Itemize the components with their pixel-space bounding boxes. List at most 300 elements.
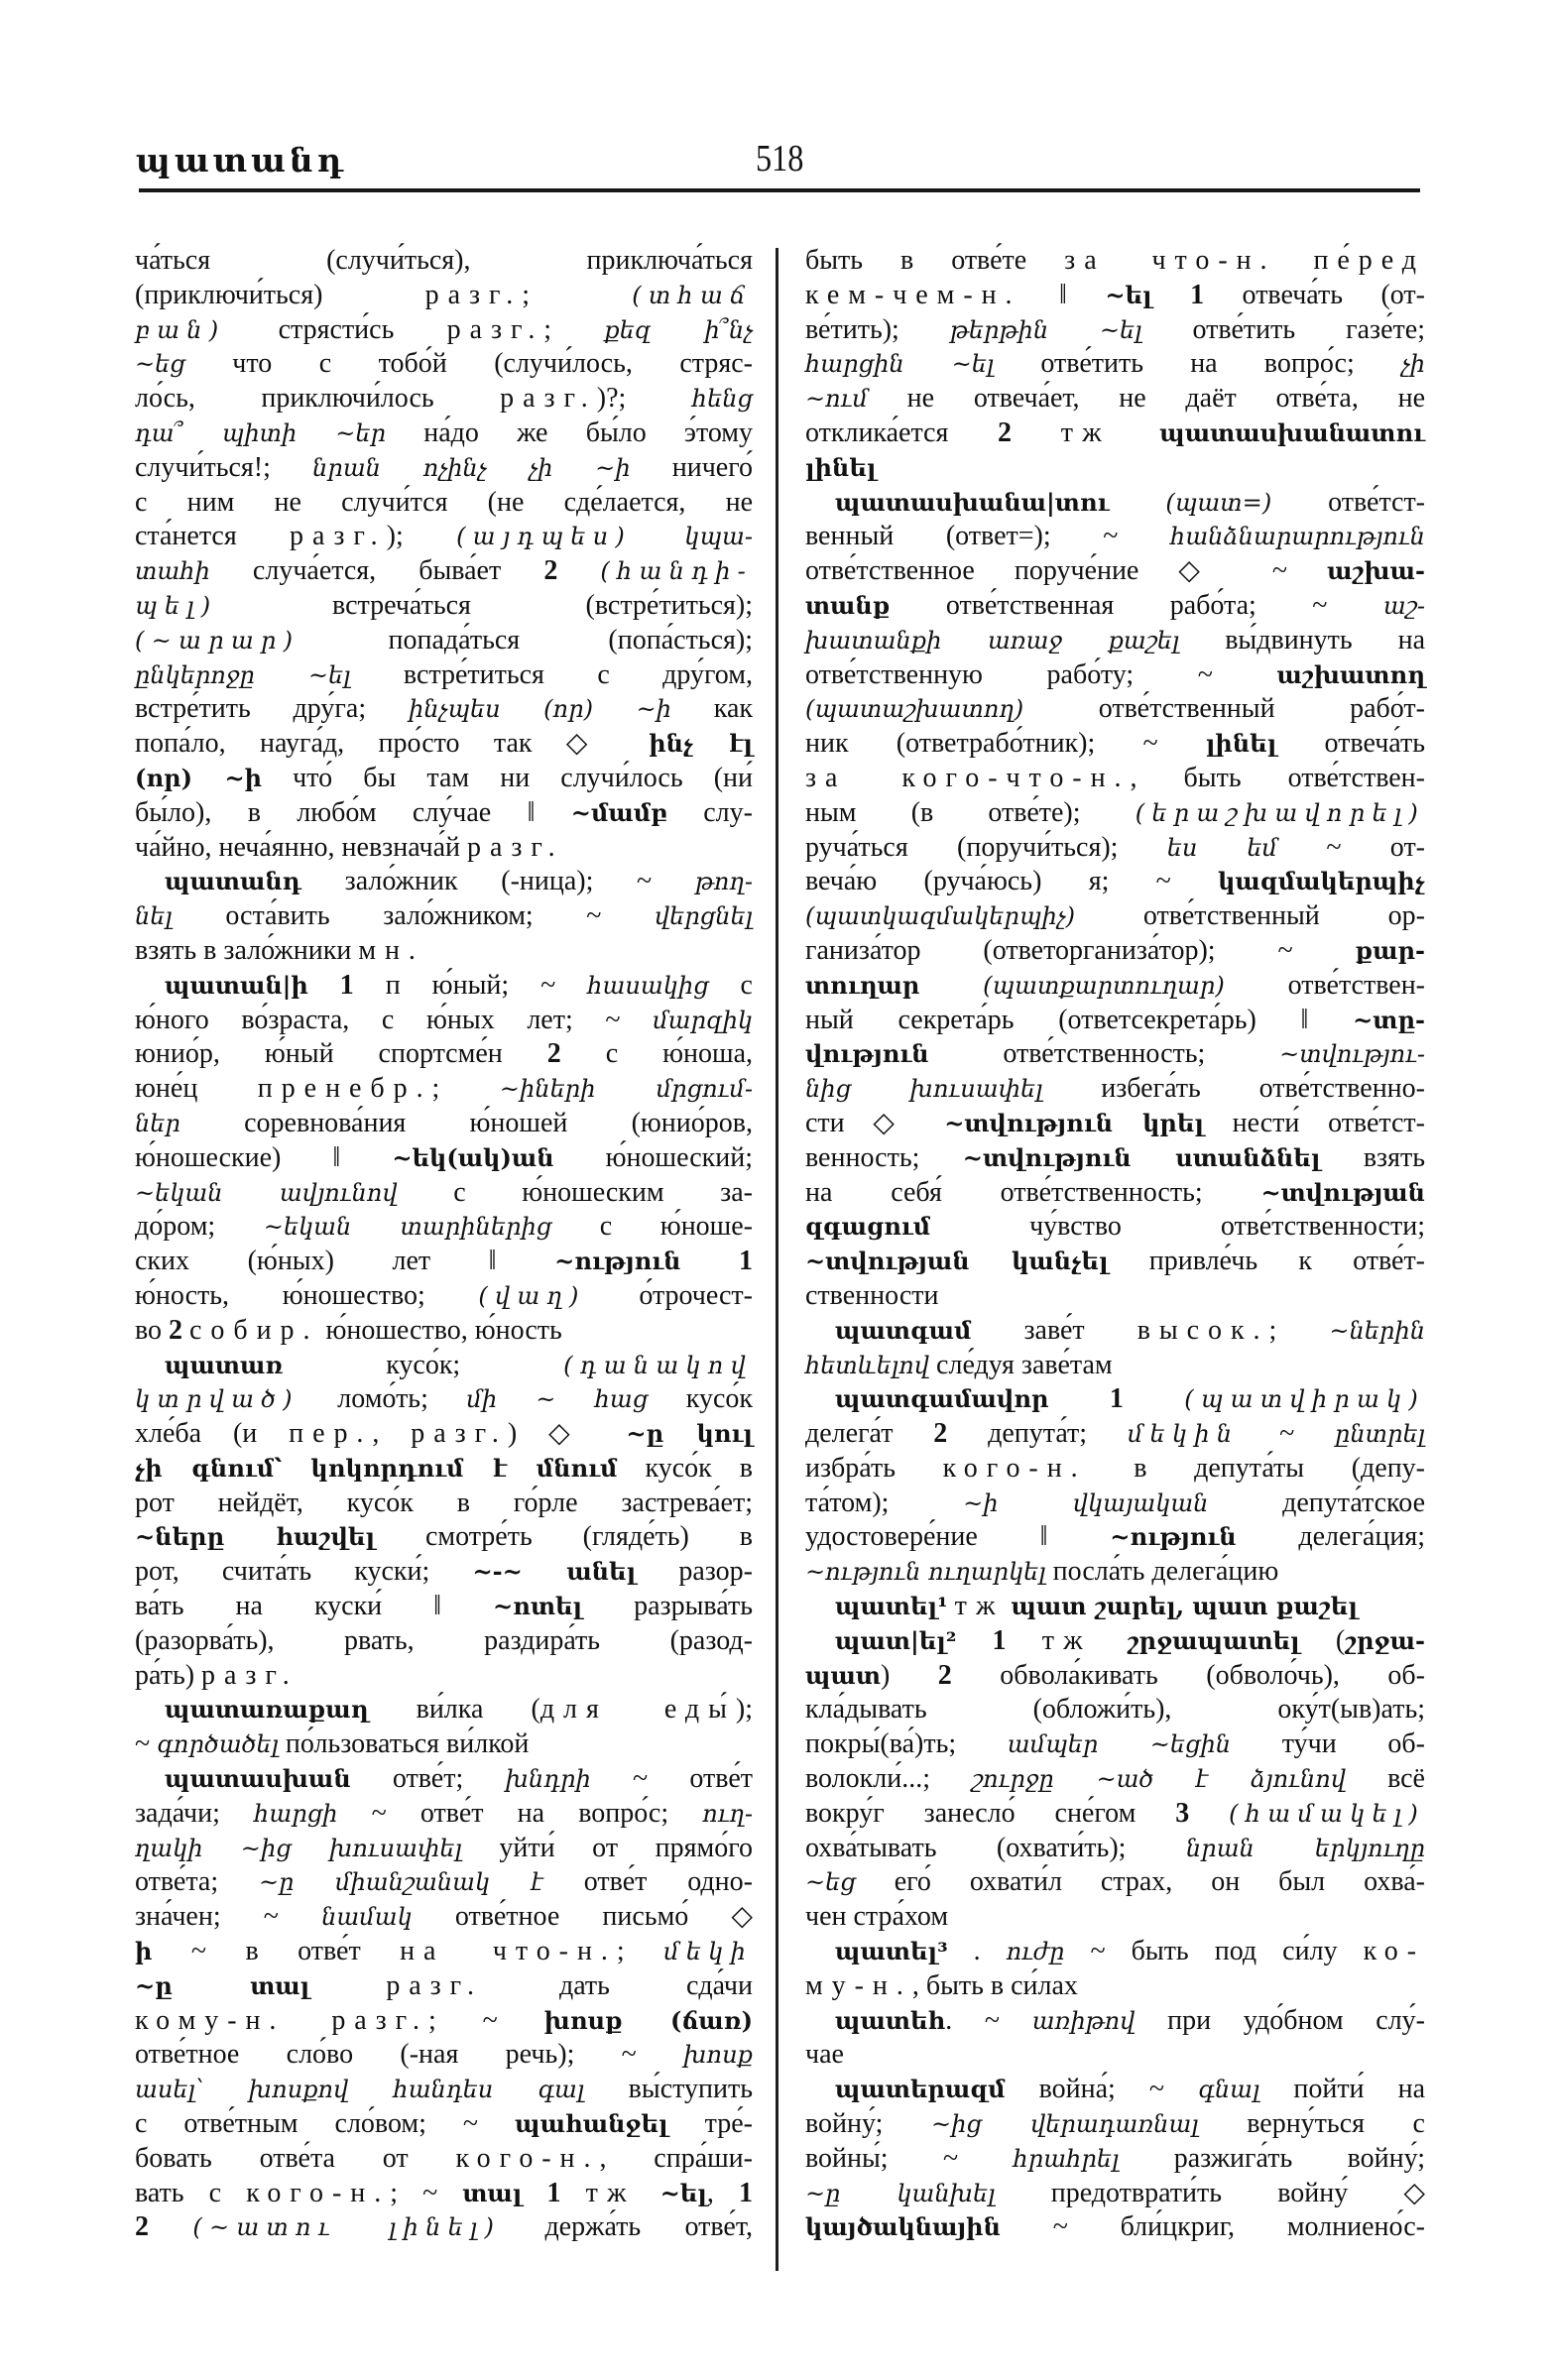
- text-run: рот нейдёт, кусо́к в го́рле застрева́ет;: [135, 1487, 753, 1518]
- dictionary-line: [135, 1452, 753, 1487]
- text-run: [561, 2178, 586, 2208]
- dictionary-line: [805, 1969, 1425, 2004]
- italic-example: (պատ=): [1165, 488, 1272, 517]
- text-run: вы́двинуть на: [1179, 624, 1426, 655]
- italic-spaced-gloss: (այդպես): [456, 523, 632, 551]
- dictionary-line: [805, 1762, 1425, 1797]
- text-run: отве́тственное поруче́ние ◇ ~: [805, 555, 1328, 587]
- italic-example: ~ներին: [1329, 1316, 1426, 1345]
- dictionary-line: [805, 2107, 1425, 2142]
- italic-spaced-gloss: (համակել): [1229, 1799, 1425, 1828]
- text-run: юне́ц: [135, 1073, 258, 1105]
- bold-term: տուղար: [805, 970, 920, 1000]
- text-run: отклика́ется: [805, 416, 999, 448]
- text-run: [1124, 1383, 1184, 1414]
- bold-term: ~եկ(ակ)ան: [392, 1142, 554, 1172]
- spaced-label: разг.: [290, 521, 387, 552]
- text-run: [1007, 1625, 1042, 1656]
- italic-example: նից խուսափել: [805, 1075, 1043, 1104]
- text-run: ~ быть под си́лу: [1064, 1936, 1364, 1967]
- text-run: смотре́ть (гляде́ть) в: [375, 1521, 753, 1553]
- text-run: [309, 1970, 386, 2001]
- text-run: [635, 2178, 659, 2208]
- dictionary-line: [135, 2210, 753, 2245]
- text-run: сле́дуя заве́там: [929, 1349, 1113, 1380]
- text-run: отвеча́ть: [1276, 728, 1425, 760]
- text-run: с ю́ношеским за-: [397, 1176, 753, 1208]
- dictionary-line: [135, 2004, 753, 2039]
- dictionary-line: [805, 1520, 1425, 1555]
- spaced-label: кого-н.: [246, 2177, 391, 2208]
- bold-term: վություն: [805, 1039, 929, 1069]
- dictionary-line: [805, 1245, 1425, 1279]
- bold-term: ~ոտել: [493, 1592, 583, 1621]
- text-run: избра́ть: [805, 1452, 943, 1484]
- text-run: );: [386, 521, 457, 552]
- dictionary-line: [805, 1832, 1425, 1866]
- spaced-label: тж: [1041, 1624, 1092, 1656]
- text-run: ве́тить);: [805, 313, 950, 345]
- entry-first-line: [135, 969, 753, 1004]
- dictionary-line: [135, 347, 753, 382]
- bold-term: զգացում: [805, 1212, 931, 1242]
- text-run: ;: [543, 313, 605, 345]
- running-head: պատանդ: [136, 141, 348, 179]
- text-run: отве́т;: [350, 1763, 506, 1795]
- dictionary-line: [135, 1590, 753, 1624]
- text-run: кусо́к: [648, 1383, 753, 1415]
- text-run: взять: [1320, 1141, 1425, 1173]
- italic-example: ~տվությու-: [1279, 1040, 1425, 1069]
- bold-term: ~ը տալ: [135, 1970, 310, 2000]
- page-number: 518: [756, 138, 804, 179]
- spaced-label: на что-н.: [400, 1936, 617, 1967]
- entry-first-line: [805, 1382, 1425, 1417]
- sense-number: 2: [543, 555, 558, 587]
- text-run: отве́тить газе́те;: [1141, 313, 1425, 345]
- bold-term: պահանջել: [515, 2109, 668, 2139]
- dictionary-line: [805, 1659, 1425, 1694]
- text-run: не отвеча́ет, не даёт отве́та, не: [867, 383, 1425, 415]
- bold-term: ~տվության: [1260, 1177, 1425, 1207]
- entry-first-line: [135, 1693, 753, 1727]
- bold-term: աշխատող: [1276, 659, 1425, 689]
- dictionary-line: [805, 1417, 1425, 1452]
- text-run: с ю́ноше-: [551, 1211, 753, 1243]
- sense-number: 2: [169, 1314, 183, 1346]
- text-run: . ~: [945, 2004, 1032, 2036]
- text-run: вать с: [135, 2177, 247, 2208]
- text-run: ) ◇: [507, 1418, 627, 1450]
- sense-number: 1: [339, 969, 354, 1001]
- text-run: держа́ть отве́т,: [501, 2211, 753, 2243]
- text-run: что́ бы там ни случи́лось (ни́: [262, 762, 754, 793]
- dictionary-line: [135, 554, 753, 589]
- dictionary-line: [135, 934, 753, 969]
- text-run: бы́ло), в любо́м слу́чае ‖: [135, 796, 571, 828]
- italic-example: ես եմ: [1166, 833, 1278, 862]
- dictionary-line: [135, 1797, 753, 1832]
- text-run: ских (ю́ных) лет ‖: [135, 1246, 555, 1277]
- text-run: )?;: [596, 383, 692, 415]
- text-run: ,: [706, 2177, 739, 2208]
- text-run: взять в зало́жники: [135, 934, 359, 966]
- text-run: ;: [522, 279, 633, 310]
- text-run: ю́ношеский;: [553, 1141, 753, 1173]
- italic-example: ~ը կանխել: [805, 2179, 996, 2207]
- entry-headword: պատգամ: [835, 1315, 972, 1345]
- text-run: попа́ло, науга́д, про́сто так ◇: [135, 728, 650, 760]
- spaced-label: му-н.: [805, 1969, 912, 2001]
- dictionary-line: [805, 1176, 1425, 1211]
- text-run: ю́ного во́зраста, с ю́ных лет; ~: [135, 1004, 654, 1035]
- italic-example: ինչպես (որ) ~ի: [408, 695, 671, 724]
- entry-first-line: [805, 1624, 1425, 1659]
- text-run: чен стра́хом: [805, 1901, 949, 1933]
- spaced-label: пер.: [289, 1418, 373, 1450]
- dictionary-line: [135, 279, 753, 313]
- bold-term: խոսք (ճառ): [543, 2005, 753, 2035]
- text-run: отве́та;: [135, 1866, 259, 1898]
- text-run: [1012, 417, 1061, 448]
- text-run: сти ◇: [805, 1107, 945, 1138]
- dictionary-line: [135, 692, 753, 727]
- dictionary-line: [805, 727, 1425, 762]
- dictionary-line: [805, 1349, 1425, 1383]
- italic-spaced-gloss: (~ատու լինել): [192, 2213, 502, 2242]
- italic-example: նամակ: [321, 1903, 413, 1932]
- dictionary-line: [805, 1865, 1425, 1900]
- bold-term: ~ություն: [1110, 1522, 1237, 1552]
- text-run: разрыва́ть: [582, 1591, 753, 1622]
- italic-spaced-gloss: բան): [135, 315, 226, 344]
- entry-headword: պատասխանա|տու: [835, 487, 1110, 517]
- entry-first-line: [805, 2073, 1425, 2107]
- entry-headword: պատանդ: [165, 867, 301, 896]
- text-run: зало́жник (-ница); ~: [300, 866, 695, 897]
- text-run: бовать отве́та от: [135, 2142, 456, 2174]
- text-run: всё: [1346, 1763, 1425, 1795]
- bold-term: պատ: [805, 1660, 881, 1690]
- dictionary-line: [805, 1452, 1425, 1487]
- text-run: тре́-: [667, 2108, 753, 2140]
- text-run: вокру́г занесло́ сне́гом: [805, 1797, 1176, 1829]
- entry-headword: պատգամավոր: [835, 1384, 1049, 1414]
- text-run: отвеча́ть (от-: [1204, 279, 1425, 310]
- italic-example: ~ություն ուղարկել: [805, 1558, 1046, 1587]
- text-run: случа́ется, быва́ет: [209, 555, 544, 587]
- dictionary-line: [805, 1037, 1425, 1072]
- italic-example: վերցնել: [654, 902, 753, 931]
- italic-example: առիթով: [1031, 2006, 1136, 2035]
- bold-term: աշխա-: [1327, 556, 1425, 586]
- text-run: (приключи́ться): [135, 279, 425, 310]
- text-run: отве́тное письмо́ ◇: [412, 1901, 753, 1933]
- text-run: ви́лка (: [368, 1694, 540, 1726]
- bold-term: պատ շարել, պատ քաշել: [1011, 1592, 1358, 1621]
- dictionary-line: [805, 1693, 1425, 1727]
- spaced-label: высок.: [1136, 1314, 1269, 1346]
- entry-headword: պատառ: [165, 1350, 284, 1379]
- italic-example: (պատկազմակերպիչ): [805, 902, 1075, 931]
- dictionary-line: [805, 554, 1425, 589]
- italic-example: հետևելով: [805, 1351, 930, 1379]
- dictionary-line: [135, 1279, 753, 1314]
- dictionary-line: [135, 1727, 753, 1762]
- text-run: кусо́к в: [617, 1452, 753, 1484]
- text-run: войны́; ~: [805, 2142, 1014, 2174]
- text-run: [956, 1625, 992, 1656]
- dictionary-line: [805, 2038, 1425, 2073]
- text-run: с ним не случи́тся (не сде́лается, не: [135, 486, 753, 518]
- text-run: зна́чен; ~: [135, 1901, 322, 1933]
- text-run: ник (ответрабо́тник); ~: [805, 728, 1206, 760]
- italic-example: ~եկան ավյունով: [135, 1178, 398, 1207]
- entry-first-line: [805, 1590, 1425, 1624]
- dictionary-line: [805, 520, 1425, 554]
- text-run: ~ от-: [1277, 831, 1426, 863]
- entry-first-line: [135, 865, 753, 899]
- italic-example: ~եց: [135, 350, 185, 379]
- text-run: (: [1299, 1624, 1346, 1656]
- text-run: в депута́ты (депу-: [1086, 1452, 1426, 1484]
- bold-term: պատասխանատու: [1159, 417, 1425, 447]
- text-run: обвола́кивать (обволо́чь), об-: [951, 1659, 1425, 1691]
- dictionary-line: [135, 762, 753, 796]
- entry-first-line: [135, 1349, 753, 1383]
- dictionary-line: [805, 589, 1425, 624]
- text-run: покры́(ва́)ть;: [805, 1728, 1008, 1760]
- italic-example: հրահրել: [1013, 2144, 1120, 2173]
- text-run: отве́тственный рабо́т-: [1023, 693, 1425, 725]
- spaced-label: разг.: [201, 1659, 299, 1691]
- sense-number: 1: [1109, 1383, 1124, 1415]
- spaced-label: за кого-что-н.: [805, 762, 1131, 793]
- dictionary-line: [135, 658, 753, 693]
- text-run: дать сда́чи: [482, 1969, 753, 2001]
- text-run: ту́чи об-: [1231, 1728, 1425, 1760]
- dictionary-line: [135, 1107, 753, 1141]
- italic-example: թերթին ~ել: [949, 315, 1142, 344]
- text-run: ~ в отве́т: [152, 1936, 401, 1967]
- text-run: ным (в отве́те);: [805, 796, 1136, 828]
- italic-example: ընտրել: [1335, 1420, 1425, 1449]
- text-run: разжига́ть войну́;: [1119, 2142, 1425, 2174]
- text-run: венный (ответ=); ~: [805, 521, 1171, 552]
- italic-spaced-gloss: մեկի: [663, 1938, 754, 1966]
- sense-number: 1: [1190, 279, 1205, 310]
- text-run: отве́тствен-: [1224, 969, 1426, 1001]
- dictionary-line: [805, 831, 1425, 866]
- dictionary-line: [805, 1555, 1425, 1590]
- dictionary-line: [805, 1727, 1425, 1762]
- entry-headword: պատ|ել²: [835, 1625, 957, 1655]
- spaced-label: тж: [1060, 416, 1111, 448]
- text-run: соревнова́ния ю́ношей (юнио́ров,: [179, 1107, 753, 1138]
- spaced-label: ко-: [1363, 1936, 1425, 1967]
- dictionary-line: [805, 1004, 1425, 1038]
- dictionary-line: [135, 1520, 753, 1555]
- dictionary-line: [805, 451, 1425, 486]
- italic-example: հենց: [691, 385, 754, 414]
- text-run: ственности: [805, 1279, 939, 1311]
- dictionary-line: [135, 1865, 753, 1900]
- text-run: , быть в си́лах: [911, 1969, 1078, 2001]
- bold-term: ~տվություն կրել: [944, 1108, 1204, 1137]
- text-run: избега́ть отве́тственно-: [1042, 1073, 1425, 1105]
- text-run: [948, 1591, 955, 1621]
- text-run: ный секрета́рь (ответсекрета́рь) ‖: [805, 1004, 1354, 1035]
- text-run: привле́чь к отве́т-: [1108, 1246, 1426, 1277]
- spaced-label: разг.: [467, 831, 564, 863]
- text-run: как: [670, 693, 753, 725]
- text-run: быть в отве́те: [805, 245, 1065, 276]
- dictionary-line: [135, 1417, 753, 1452]
- text-run: [919, 970, 983, 1001]
- bold-term: շրջա-: [1345, 1625, 1425, 1655]
- text-run: с отве́тным сло́вом; ~: [135, 2108, 516, 2140]
- text-run: разор-: [636, 1556, 753, 1588]
- text-run: ганиза́тор (ответорганиза́тор); ~: [805, 934, 1356, 966]
- text-run: рот, счита́ть куски́;: [135, 1556, 473, 1588]
- italic-spaced-gloss: (~արար): [135, 626, 300, 654]
- text-run: отве́тить на вопро́с;: [994, 348, 1401, 380]
- bold-term: շրջապատել: [1127, 1625, 1300, 1655]
- italic-spaced-gloss: (դանակով: [563, 1351, 753, 1379]
- dictionary-line: [135, 1004, 753, 1038]
- text-run: депута́тское: [1208, 1487, 1425, 1518]
- sense-number: 1: [739, 2177, 753, 2208]
- dictionary-line: [805, 1072, 1425, 1107]
- dictionary-line: [135, 2177, 753, 2211]
- dictionary-line: [805, 934, 1425, 969]
- dictionary-line: [135, 1900, 753, 1935]
- text-run: ~: [1239, 1418, 1336, 1450]
- spaced-label: разг.: [500, 383, 597, 415]
- text-run: при удо́бном слу́-: [1135, 2004, 1426, 2036]
- dictionary-line: [805, 2210, 1425, 2245]
- text-run: уйти́ от прямо́го: [461, 1832, 753, 1863]
- spaced-label: мн.: [358, 934, 424, 966]
- dictionary-line: [135, 451, 753, 486]
- bold-term: լինել: [805, 452, 877, 482]
- italic-example: հանձնարարություն: [1170, 523, 1425, 551]
- bold-term: լինել: [1205, 729, 1277, 759]
- text-run: ; ~: [427, 2004, 544, 2036]
- italic-spaced-gloss: (հանդի-: [600, 557, 753, 586]
- text-run: руча́ться (поручи́ться);: [805, 831, 1167, 863]
- text-run: ча́ться (случи́ться), приключа́ться: [135, 245, 753, 276]
- italic-example: խատանքի առաջ քաշել: [805, 626, 1180, 654]
- text-run: стрясти́сь: [225, 313, 447, 345]
- dictionary-line: [805, 762, 1425, 796]
- text-run: отве́тное сло́во (-ная речь); ~: [135, 2039, 684, 2071]
- text-run: что с тобо́й (случи́лось, стряс-: [184, 348, 753, 380]
- text-run: ~ отве́т на вопро́с;: [337, 1797, 703, 1829]
- dictionary-line: [135, 382, 753, 416]
- text-run: [1152, 280, 1190, 310]
- text-run: ,: [372, 1418, 412, 1450]
- text-run: делега́т: [805, 1418, 934, 1450]
- text-run: волокли́...;: [805, 1763, 973, 1795]
- text-run: юнио́р, ю́ный спортсме́н: [135, 1038, 547, 1070]
- bold-term: ~ել: [1105, 280, 1152, 309]
- dictionary-line: [805, 2142, 1425, 2177]
- text-run: венность;: [805, 1141, 963, 1173]
- sense-number: 2: [933, 1418, 948, 1450]
- text-run: встре́титься с дру́гом,: [350, 658, 753, 690]
- text-run: охва́тывать (охвати́ть);: [805, 1832, 1186, 1863]
- bold-term: կազմակերպիչ: [1218, 867, 1425, 896]
- italic-example: հարցի: [254, 1799, 338, 1828]
- sense-number: 2: [937, 1659, 952, 1691]
- dictionary-line: [135, 1832, 753, 1866]
- text-run: война́; ~: [1005, 2074, 1199, 2105]
- spaced-label: собир.: [189, 1314, 319, 1346]
- text-run: зада́чи;: [135, 1797, 255, 1829]
- text-run: веча́ю (руча́юсь) я; ~: [805, 866, 1219, 897]
- text-run: отве́тственную рабо́ту; ~: [805, 658, 1277, 690]
- bold-term: ~տվություն ստանձնել: [962, 1142, 1321, 1172]
- dictionary-line: [135, 796, 753, 831]
- dictionary-line: [135, 1072, 753, 1107]
- dictionary-line: [135, 1037, 753, 1072]
- spaced-label: кого-н.: [942, 1452, 1087, 1484]
- text-run: удостовере́ние ‖: [805, 1521, 1111, 1553]
- entry-first-line: [805, 1314, 1425, 1349]
- dictionary-line: [135, 1210, 753, 1245]
- dictionary-line: [135, 1969, 753, 2004]
- spaced-label: кого-н.: [455, 2142, 600, 2174]
- dictionary-line: [135, 1624, 753, 1659]
- text-run: ~: [135, 1728, 158, 1760]
- text-run: его́ охвати́л страх, он был охва́-: [855, 1866, 1425, 1898]
- italic-example: շուրջը ~ած է ձյունով: [972, 1765, 1346, 1794]
- dictionary-line: [805, 1900, 1425, 1935]
- left-column: [135, 244, 753, 2245]
- text-run: [680, 1246, 739, 1276]
- entry-headword: պատառաքաղ: [165, 1695, 369, 1725]
- text-run: [1111, 417, 1160, 448]
- bold-term: ինչ էլ: [649, 729, 754, 759]
- text-run: [632, 521, 684, 551]
- italic-spaced-gloss: պել): [135, 591, 218, 620]
- text-run: отве́т одно-: [542, 1866, 753, 1898]
- text-run: ;: [1268, 1314, 1330, 1346]
- dictionary-line: [805, 313, 1425, 348]
- dictionary-line: [135, 416, 753, 451]
- dictionary-line: [135, 899, 753, 934]
- text-run: предотврати́ть войну́ ◇: [995, 2177, 1425, 2208]
- dictionary-line: [805, 969, 1425, 1004]
- bold-term: տալ: [462, 2178, 523, 2207]
- text-run: [557, 555, 600, 586]
- bold-term: ~ել: [659, 2178, 707, 2207]
- spaced-label: разг.: [386, 1969, 483, 2001]
- dictionary-line: [805, 624, 1425, 658]
- text-run: ;: [616, 1936, 664, 1967]
- text-run: отве́тственная рабо́та; ~: [890, 589, 1383, 621]
- dictionary-line: [805, 899, 1425, 934]
- italic-spaced-gloss: (երաշխավորել): [1135, 798, 1425, 827]
- dictionary-line: [135, 1487, 753, 1521]
- bold-term: ~ները հաշվել: [135, 1522, 376, 1552]
- text-run: чае: [805, 2039, 844, 2071]
- text-run: ю́ношеские) ‖: [135, 1141, 393, 1173]
- header-rule: [139, 188, 1420, 192]
- entry-first-line: [805, 1935, 1425, 1969]
- italic-example: մի ~ հաց: [466, 1385, 649, 1414]
